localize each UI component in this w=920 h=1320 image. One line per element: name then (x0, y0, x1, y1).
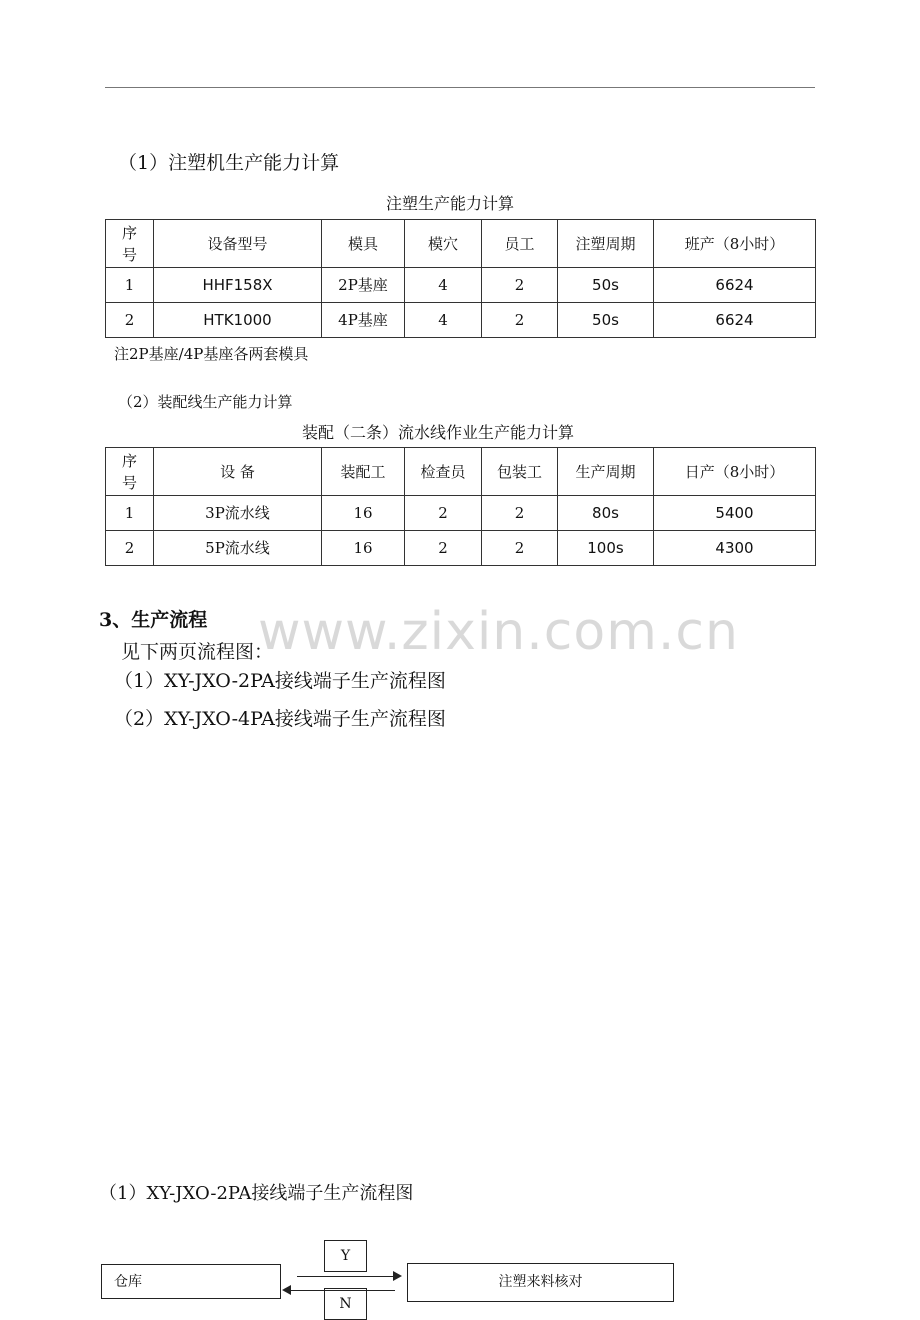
material-check-label: 注塑来料核对 (498, 1274, 583, 1290)
table-cell: 50s (558, 268, 654, 303)
table-cell: 16 (322, 496, 405, 531)
table-cell: 4P基座 (322, 303, 405, 338)
flowchart-title: （1）XY-JXO-2PA接线端子生产流程图 (99, 1183, 414, 1204)
table-cell: 2 (405, 496, 482, 531)
table-cell: 4 (405, 268, 482, 303)
table-cell: 80s (558, 496, 654, 531)
return-arrowhead-icon (282, 1285, 291, 1295)
table-cell: 4 (405, 303, 482, 338)
table-cell: 6624 (654, 303, 816, 338)
table-row (106, 496, 816, 531)
header-cell: 检查员 (405, 448, 482, 496)
header-cell: 员工 (482, 220, 558, 268)
warehouse-label: 仓库 (114, 1274, 142, 1290)
table-cell: 2 (482, 531, 558, 566)
header-rule (105, 87, 815, 88)
no-label-box (324, 1288, 367, 1320)
header-cell: 生产周期 (558, 448, 654, 496)
table-cell: 2 (482, 496, 558, 531)
header-cell: 班产（8小时） (654, 220, 816, 268)
table-cell: HTK1000 (154, 303, 322, 338)
table-cell: 100s (558, 531, 654, 566)
table-row (106, 268, 816, 303)
table-cell: 2 (106, 531, 154, 566)
table-cell: 2 (482, 303, 558, 338)
table-cell: 5P流水线 (154, 531, 322, 566)
table-cell: 16 (322, 531, 405, 566)
table-cell: 2 (482, 268, 558, 303)
warehouse-box (101, 1264, 281, 1299)
table-cell: 1 (106, 268, 154, 303)
table-header-row (106, 448, 816, 496)
injection-capacity-table (105, 219, 816, 338)
header-cell: 装配工 (322, 448, 405, 496)
material-check-box (407, 1263, 674, 1302)
header-cell: 序号 (106, 220, 154, 268)
table-cell: 1 (106, 496, 154, 531)
table-row (106, 531, 816, 566)
table-cell: 2 (106, 303, 154, 338)
table2-caption: 装配（二条）流水线作业生产能力计算 (302, 423, 575, 442)
forward-arrowhead-icon (393, 1271, 402, 1281)
section1-heading: （1）注塑机生产能力计算 (118, 152, 340, 174)
return-arrow (290, 1290, 395, 1291)
table-cell: 6624 (654, 268, 816, 303)
header-cell: 模具 (322, 220, 405, 268)
section2-heading: （2）装配线生产能力计算 (118, 393, 293, 411)
table-row (106, 303, 816, 338)
table1-note: 注2P基座/4P基座各两套模具 (114, 345, 309, 363)
section3-heading: 3、生产流程 (99, 609, 208, 631)
header-cell: 序号 (106, 448, 154, 496)
header-cell: 包装工 (482, 448, 558, 496)
table-cell: 2P基座 (322, 268, 405, 303)
table-cell: 5400 (654, 496, 816, 531)
table-cell: HHF158X (154, 268, 322, 303)
header-cell: 注塑周期 (558, 220, 654, 268)
header-cell: 日产（8小时） (654, 448, 816, 496)
table1-caption: 注塑生产能力计算 (386, 194, 515, 213)
header-cell: 模穴 (405, 220, 482, 268)
table-cell: 4300 (654, 531, 816, 566)
table-cell: 50s (558, 303, 654, 338)
table-cell: 3P流水线 (154, 496, 322, 531)
header-cell: 设备型号 (154, 220, 322, 268)
flowchart-list-item: （2）XY-JXO-4PA接线端子生产流程图 (114, 708, 446, 730)
flowchart-list-item: （1）XY-JXO-2PA接线端子生产流程图 (114, 670, 446, 692)
forward-arrow (297, 1276, 395, 1277)
yes-label-box (324, 1240, 367, 1272)
watermark: www.zixin.com.cn (258, 602, 739, 662)
section3-intro: 见下两页流程图： (121, 641, 274, 663)
header-cell: 设 备 (154, 448, 322, 496)
table-header-row (106, 220, 816, 268)
assembly-capacity-table (105, 447, 816, 566)
table-cell: 2 (405, 531, 482, 566)
no-label: N (339, 1296, 352, 1312)
yes-label: Y (340, 1248, 351, 1264)
